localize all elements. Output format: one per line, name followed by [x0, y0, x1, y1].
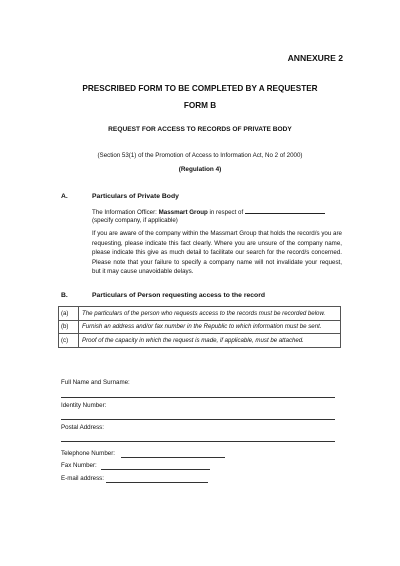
section-a-letter: A. [61, 193, 68, 200]
fax-number-field[interactable] [101, 469, 210, 470]
section-a-paragraph: If you are aware of the company within the Massmart Group that holds the record/s you are requesting, please indicate this fact clearly. Where you are unsure of the company name, please indicate this give as much detail to facilitate our search for the record/s concerned. Please note that your failure to specify a company name will not invalidate your request, but it may cause unavoidable delays. [92, 230, 342, 276]
table-row [59, 307, 341, 321]
email-address-label: E-mail address: [61, 475, 104, 482]
note-text: Furnish an address and/or fax number in the Republic to which information must be sent. [79, 320, 341, 334]
requester-notes-table [58, 306, 341, 348]
section-a-title: Particulars of Private Body [92, 193, 179, 200]
full-name-field[interactable] [61, 397, 335, 398]
note-text: The particulars of the person who requests access to the records must be recorded below. [79, 307, 341, 321]
annexure-label: ANNEXURE 2 [287, 53, 343, 63]
note-label: (b) [59, 320, 79, 334]
table-row [59, 334, 341, 348]
form-subtitle: REQUEST FOR ACCESS TO RECORDS OF PRIVATE BODY [108, 126, 292, 133]
email-address-field[interactable] [106, 482, 208, 483]
identity-number-field[interactable] [61, 419, 335, 420]
company-input-line[interactable] [245, 207, 325, 214]
officer-company: Massmart Group [158, 209, 208, 216]
officer-prefix: The Information Officer: [92, 209, 159, 216]
form-title: PRESCRIBED FORM TO BE COMPLETED BY A REQUESTER [82, 84, 318, 93]
specify-company-note: (specify company, if applicable) [92, 217, 178, 224]
table-row [59, 320, 341, 334]
full-name-label: Full Name and Surname: [61, 379, 130, 386]
officer-suffix: in respect of [207, 209, 244, 216]
section-b-letter: B. [61, 292, 68, 299]
identity-number-label: Identity Number: [61, 402, 107, 409]
telephone-number-label: Telephone Number: [61, 450, 116, 457]
postal-address-label: Postal Address: [61, 424, 104, 431]
note-label: (a) [59, 307, 79, 321]
note-label: (c) [59, 334, 79, 348]
telephone-number-field[interactable] [121, 457, 225, 458]
act-note: (Section 53(1) of the Promotion of Access to Information Act, No 2 of 2000) [97, 152, 303, 159]
regulation-note: (Regulation 4) [178, 166, 222, 173]
form-name: FORM B [183, 101, 217, 110]
fax-number-label: Fax Number: [61, 462, 97, 469]
note-text: Proof of the capacity in which the request is made, if applicable, must be attached. [79, 334, 341, 348]
postal-address-field[interactable] [61, 441, 335, 442]
section-b-title: Particulars of Person requesting access to the record [92, 292, 266, 299]
